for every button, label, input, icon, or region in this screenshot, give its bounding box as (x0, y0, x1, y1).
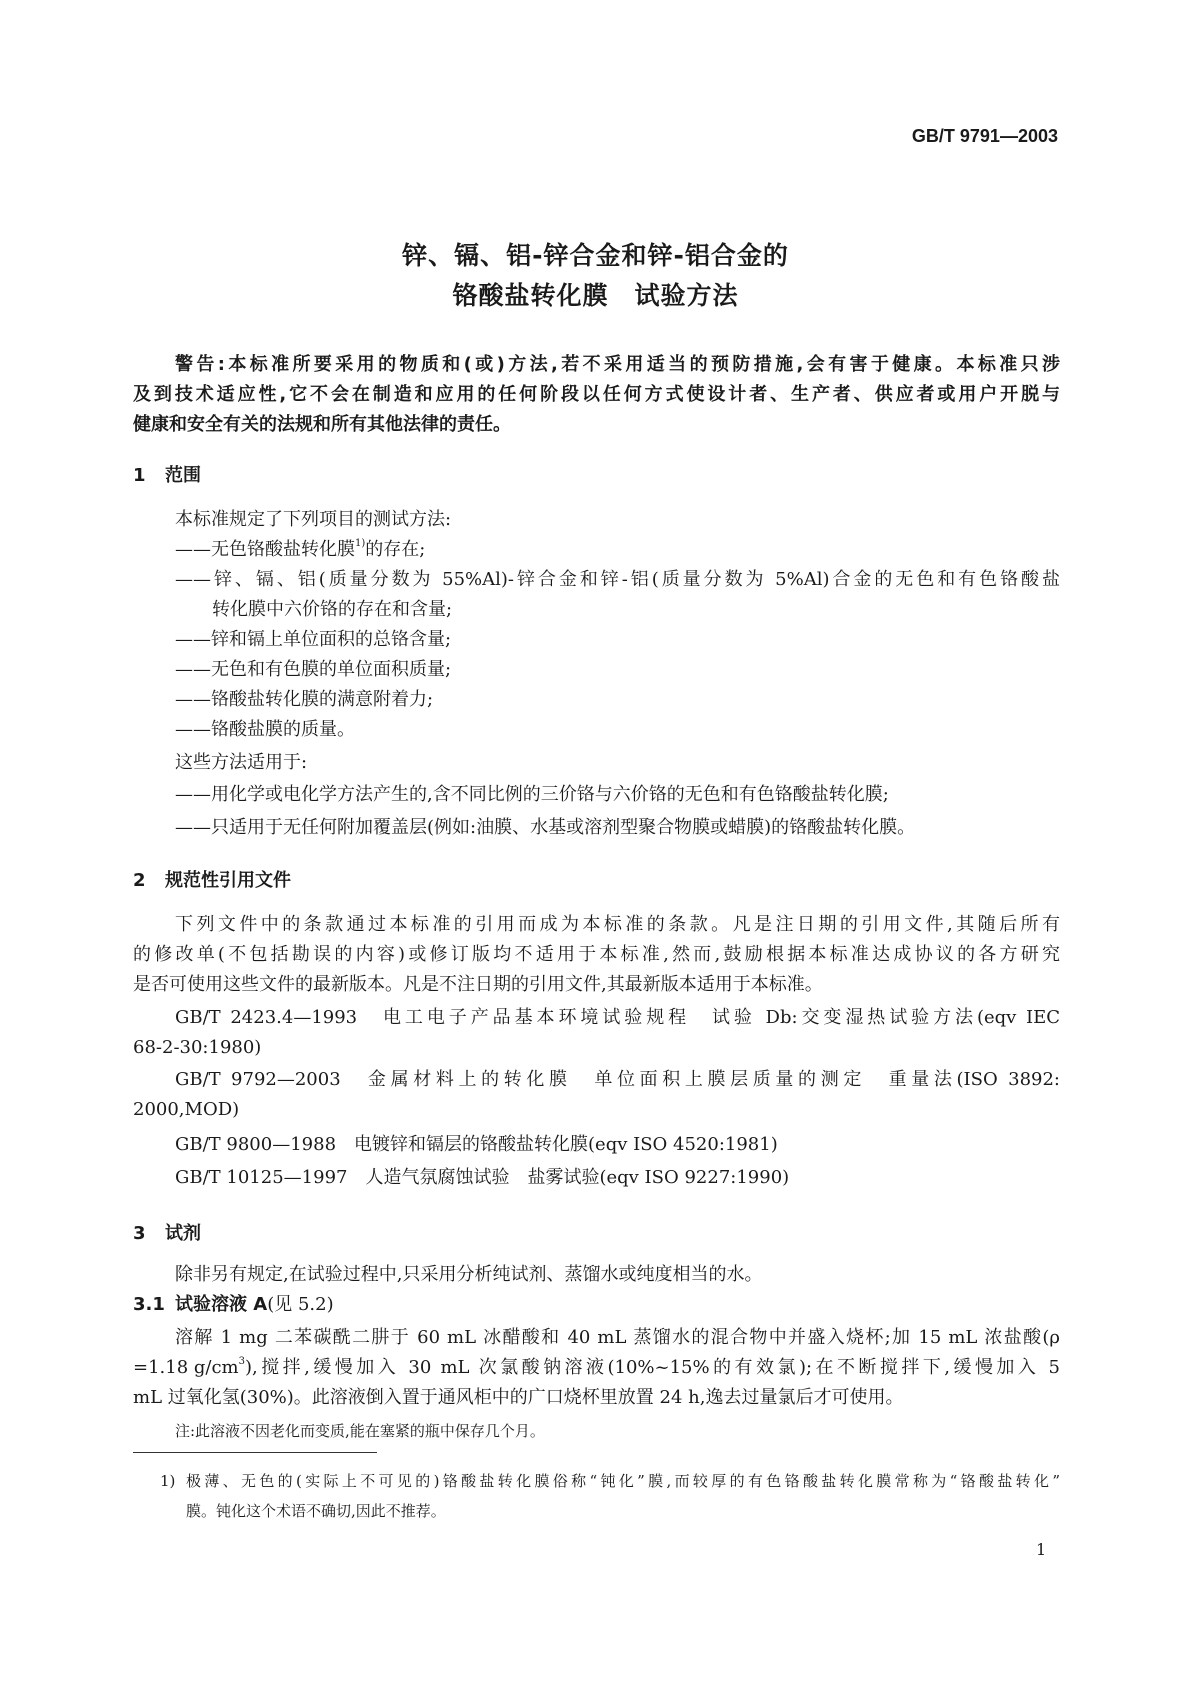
section-heading-references: 2 规范性引用文件 (133, 870, 291, 891)
scope-item: ——铬酸盐膜的质量。 (175, 719, 355, 740)
warning-line: 健康和安全有关的法规和所有其他法律的责任。 (133, 414, 511, 435)
title-line-1: 锌、镉、铝-锌合金和锌-铝合金的 (402, 241, 789, 270)
solution-a-para: =1.18 g/cm 3 ),搅拌,缓慢加入 30 mL 次氯酸钠溶液(10%~15%的有效氯);在不断搅拌下,缓慢加入 5 (133, 1356, 1060, 1378)
page-number: 1 (1036, 1540, 1047, 1559)
reagents-para: 除非另有规定,在试验过程中,只采用分析纯试剂、蒸馏水或纯度相当的水。 (175, 1264, 763, 1285)
section-heading-reagents: 3 试剂 (133, 1223, 201, 1244)
reference-item: GB/T 9800—1988 电镀锌和镉层的铬酸盐转化膜(eqv ISO 4520:1981) (175, 1134, 778, 1155)
reference-item-cont: 2000,MOD) (133, 1099, 240, 1120)
reference-item: GB/T 10125—1997 人造气氛腐蚀试验 盐雾试验(eqv ISO 9227:1990) (175, 1167, 790, 1188)
reference-item: GB/T 2423.4—1993 电工电子产品基本环境试验规程 试验 Db:交变湿热试验方法(eqv IEC (175, 1007, 1060, 1028)
reference-item: GB/T 9792—2003 金属材料上的转化膜 单位面积上膜层质量的测定 重量法(ISO 3892: (175, 1069, 1060, 1090)
scope-item-cont: 转化膜中六价铬的存在和含量; (212, 599, 453, 620)
scope-intro: 本标准规定了下列项目的测试方法: (175, 509, 452, 530)
scope-item: ——无色铬酸盐转化膜$^{1)}$的存在; (175, 538, 426, 560)
title-line-2: 铬酸盐转化膜 试验方法 (452, 281, 739, 310)
applies-item: ——用化学或电化学方法产生的,含不同比例的三价铬与六价铬的无色和有色铬酸盐转化膜; (175, 784, 889, 805)
footnote: 1) 极薄、无色的(实际上不可见的)铬酸盐转化膜俗称“钝化”膜,而较厚的有色铬酸盐转化膜常称为“铬酸盐转化” (160, 1472, 1060, 1490)
subsection-heading-solution-a: 3.1 试验溶液 A(见 5.2) (133, 1294, 334, 1315)
scope-item: ——铬酸盐转化膜的满意附着力; (175, 689, 434, 710)
references-para: 下列文件中的条款通过本标准的引用而成为本标准的条款。凡是注日期的引用文件,其随后所有 (175, 914, 1060, 935)
solution-a-note: 注:此溶液不因老化而变质,能在塞紧的瓶中保存几个月。 (175, 1422, 545, 1440)
references-para: 是否可使用这些文件的最新版本。凡是不注日期的引用文件,其最新版本适用于本标准。 (133, 974, 823, 995)
scope-item: ——锌和镉上单位面积的总铬含量; (175, 629, 452, 650)
scope-item: ——无色和有色膜的单位面积质量; (175, 659, 452, 680)
applies-item: ——只适用于无任何附加覆盖层(例如:油膜、水基或溶剂型聚合物膜或蜡膜)的铬酸盐转化膜。 (175, 817, 916, 838)
standard-number: GB/T 9791—2003 (911, 126, 1058, 146)
section-heading-scope: 1 范围 (133, 465, 201, 486)
scope-item: ——锌、镉、铝(质量分数为 55%Al)-锌合金和锌-铝(质量分数为 5%Al)合金的无色和有色铬酸盐 (175, 569, 1060, 590)
reference-item-cont: 68-2-30:1980) (133, 1037, 262, 1058)
warning-line: 警告:本标准所要采用的物质和(或)方法,若不采用适当的预防措施,会有害于健康。本标准只涉 (175, 354, 1060, 375)
references-para: 的修改单(不包括勘误的内容)或修订版均不适用于本标准,然而,鼓励根据本标准达成协议的各方研究 (133, 944, 1060, 965)
solution-a-para: mL 过氧化氢(30%)。此溶液倒入置于通风柜中的广口烧杯里放置 24 h,逸去过量氯后才可使用。 (133, 1387, 904, 1408)
solution-a-para: 溶解 1 mg 二苯碳酰二肼于 60 mL 冰醋酸和 40 mL 蒸馏水的混合物中并盛入烧杯;加 15 mL 浓盐酸(ρ (175, 1327, 1060, 1348)
applies-intro: 这些方法适用于: (175, 752, 308, 773)
footnote-cont: 膜。钝化这个术语不确切,因此不推荐。 (186, 1502, 446, 1520)
warning-line: 及到技术适应性,它不会在制造和应用的任何阶段以任何方式使设计者、生产者、供应者或用户开脱与 (133, 384, 1060, 405)
footnote-ref: 1) (355, 538, 366, 549)
footnote-divider (133, 1452, 377, 1453)
